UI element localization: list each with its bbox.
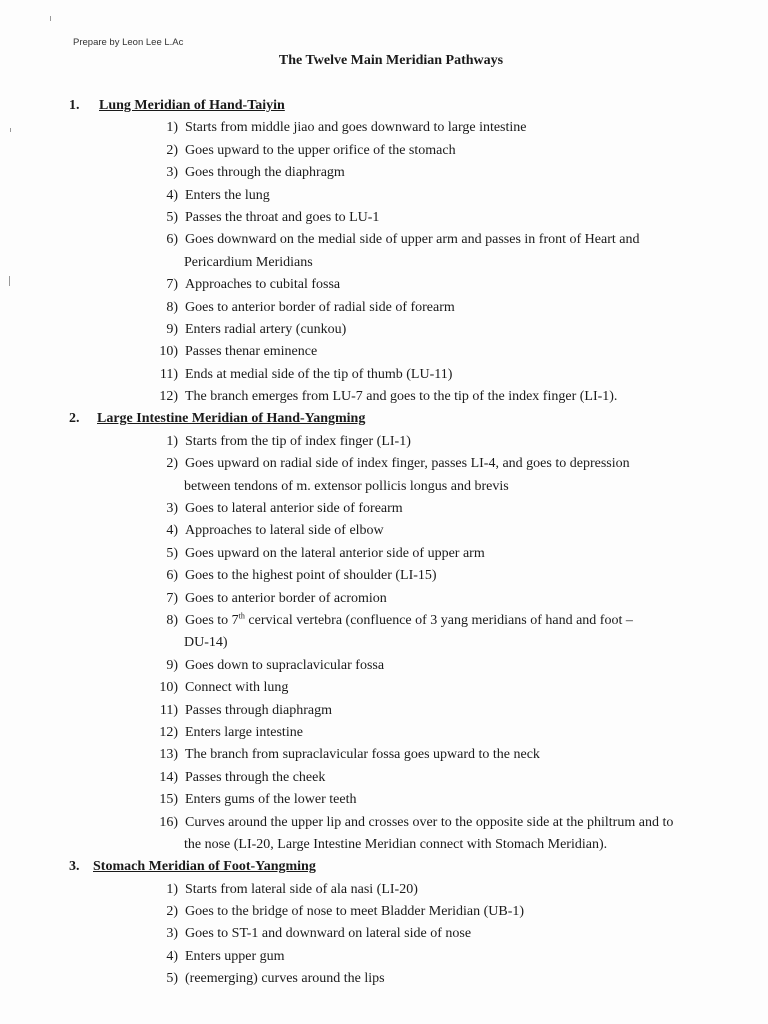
list-item-number: 4) <box>166 187 178 203</box>
list-item-number: 5) <box>166 545 178 561</box>
list-item-number: 5) <box>166 209 178 225</box>
list-item-number: 8) <box>166 299 178 315</box>
section-heading <box>0 95 768 117</box>
list-item <box>0 588 768 610</box>
list-item <box>0 565 768 587</box>
list-item <box>0 185 768 207</box>
list-item <box>0 319 768 341</box>
list-item <box>0 229 768 251</box>
list-item <box>0 946 768 968</box>
list-item <box>0 341 768 363</box>
list-item <box>0 520 768 542</box>
list-item-number: 11) <box>159 366 178 382</box>
list-item <box>0 364 768 386</box>
list-item-continuation <box>0 476 768 498</box>
list-item-number: 10) <box>159 680 178 696</box>
section-title: Stomach Meridian of Foot-Yangming <box>93 859 316 875</box>
list-item-number: 1) <box>166 120 178 136</box>
list-item-number: 7) <box>166 590 178 606</box>
list-item <box>0 879 768 901</box>
list-item-text: The branch from supraclavicular fossa goes upward to the neck <box>185 747 540 763</box>
section-number: 2. <box>69 411 80 427</box>
list-item-text: Passes through diaphragm <box>185 702 332 718</box>
list-item-text: Curves around the upper lip and crosses over to the opposite side at the philtrum and to <box>185 814 674 830</box>
list-item <box>0 610 768 632</box>
list-item-number: 10) <box>159 344 178 360</box>
list-item <box>0 453 768 475</box>
list-item-text: Goes to lateral anterior side of forearm <box>185 501 403 517</box>
list-item-text: Goes downward on the medial side of upper arm and passes in front of Heart and <box>185 232 640 248</box>
list-item-text: Approaches to cubital fossa <box>185 277 341 293</box>
list-item-text: Enters upper gum <box>185 948 285 964</box>
list-item <box>0 901 768 923</box>
list-item-text: Goes to 7th cervical vertebra (confluence of 3 yang meridians of hand and foot – <box>185 611 633 628</box>
list-item-text: Goes upward on radial side of index finger, passes LI-4, and goes to depression <box>185 456 630 472</box>
list-item-continuation <box>0 252 768 274</box>
list-item-text: Enters large intestine <box>185 724 303 740</box>
list-item <box>0 700 768 722</box>
list-item-text: Passes thenar eminence <box>185 344 318 360</box>
list-item-number: 6) <box>166 232 178 248</box>
list-item-text: Goes to anterior border of acromion <box>185 590 387 606</box>
list-item-text: between tendons of m. extensor pollicis longus and brevis <box>184 478 509 494</box>
list-item-number: 4) <box>166 948 178 964</box>
list-item-number: 6) <box>166 568 178 584</box>
list-item-text: Ends at medial side of the tip of thumb (LU-11) <box>185 366 453 382</box>
list-item-number: 5) <box>166 971 178 987</box>
list-item-number: 12) <box>159 724 178 740</box>
list-item-text: The branch emerges from LU-7 and goes to the tip of the index finger (LI-1). <box>185 389 618 405</box>
list-item-text: Approaches to lateral side of elbow <box>185 523 384 539</box>
list-item-text: (reemerging) curves around the lips <box>185 971 385 987</box>
list-item <box>0 767 768 789</box>
list-item-text: Goes upward to the upper orifice of the stomach <box>185 142 456 158</box>
list-item-text: Starts from middle jiao and goes downward to large intestine <box>185 120 527 136</box>
list-item <box>0 140 768 162</box>
prepared-by-note: Prepare by Leon Lee L.Ac <box>73 37 184 48</box>
section-heading <box>0 408 768 430</box>
list-item <box>0 812 768 834</box>
list-item-number: 12) <box>159 389 178 405</box>
list-item-text: the nose (LI-20, Large Intestine Meridian connect with Stomach Meridian). <box>184 836 608 852</box>
list-item-number: 2) <box>166 456 178 472</box>
list-item <box>0 386 768 408</box>
list-item <box>0 789 768 811</box>
list-item-number: 15) <box>159 792 178 808</box>
list-item <box>0 677 768 699</box>
page-title: The Twelve Main Meridian Pathways <box>278 53 504 68</box>
list-item-number: 2) <box>166 904 178 920</box>
list-item-number: 1) <box>166 881 178 897</box>
list-item-text: Starts from lateral side of ala nasi (LI-20) <box>185 881 418 897</box>
list-item-text: Goes through the diaphragm <box>185 165 345 181</box>
list-item-text: Goes to ST-1 and downward on lateral side of nose <box>185 926 472 942</box>
list-item <box>0 162 768 184</box>
list-item-text: Pericardium Meridians <box>184 254 313 270</box>
list-item-number: 2) <box>166 142 178 158</box>
list-item-text: Connect with lung <box>185 680 289 696</box>
section-title: Lung Meridian of Hand-Taiyin <box>99 98 285 113</box>
list-item-number: 1) <box>166 433 178 449</box>
list-item-number: 3) <box>166 165 178 181</box>
list-item-text: Enters radial artery (cunkou) <box>185 321 347 337</box>
list-item <box>0 207 768 229</box>
list-item-text: DU-14) <box>184 635 228 651</box>
section-heading <box>0 856 768 878</box>
list-item-text: Goes upward on the lateral anterior side of upper arm <box>185 545 485 561</box>
list-item-number: 9) <box>166 657 178 673</box>
list-item <box>0 117 768 139</box>
list-item-number: 9) <box>166 321 178 337</box>
scan-speck <box>50 16 51 21</box>
list-item-number: 16) <box>159 814 178 830</box>
list-item-number: 11) <box>159 702 178 718</box>
list-item-number: 3) <box>166 501 178 517</box>
list-item-text: Goes down to supraclavicular fossa <box>185 657 385 673</box>
list-item <box>0 297 768 319</box>
list-item-number: 3) <box>166 926 178 942</box>
list-item-number: 7) <box>166 277 178 293</box>
list-item-continuation <box>0 834 768 856</box>
list-item <box>0 431 768 453</box>
list-item-text: Starts from the tip of index finger (LI-1) <box>185 433 411 449</box>
list-item-text: Goes to the bridge of nose to meet Bladder Meridian (UB-1) <box>185 904 525 920</box>
list-item-text: Enters the lung <box>185 187 270 203</box>
meridian-sections <box>0 95 768 991</box>
list-item <box>0 968 768 990</box>
list-item <box>0 722 768 744</box>
list-item <box>0 543 768 565</box>
list-item-number: 14) <box>159 769 178 785</box>
list-item <box>0 744 768 766</box>
list-item-text: Goes to anterior border of radial side of forearm <box>185 299 455 315</box>
list-item <box>0 274 768 296</box>
section-number: 3. <box>69 859 80 875</box>
list-item <box>0 923 768 945</box>
list-item-number: 4) <box>166 523 178 539</box>
list-item <box>0 655 768 677</box>
list-item-number: 8) <box>166 612 178 628</box>
list-item-text: Enters gums of the lower teeth <box>185 792 357 808</box>
section-number: 1. <box>69 98 80 113</box>
list-item <box>0 498 768 520</box>
list-item-text: Passes the throat and goes to LU-1 <box>185 209 380 225</box>
list-item-text: Passes through the cheek <box>185 769 326 785</box>
list-item-text: Goes to the highest point of shoulder (LI-15) <box>185 568 437 584</box>
list-item-continuation <box>0 632 768 654</box>
list-item-number: 13) <box>159 747 178 763</box>
section-title: Large Intestine Meridian of Hand-Yangming <box>97 411 366 427</box>
